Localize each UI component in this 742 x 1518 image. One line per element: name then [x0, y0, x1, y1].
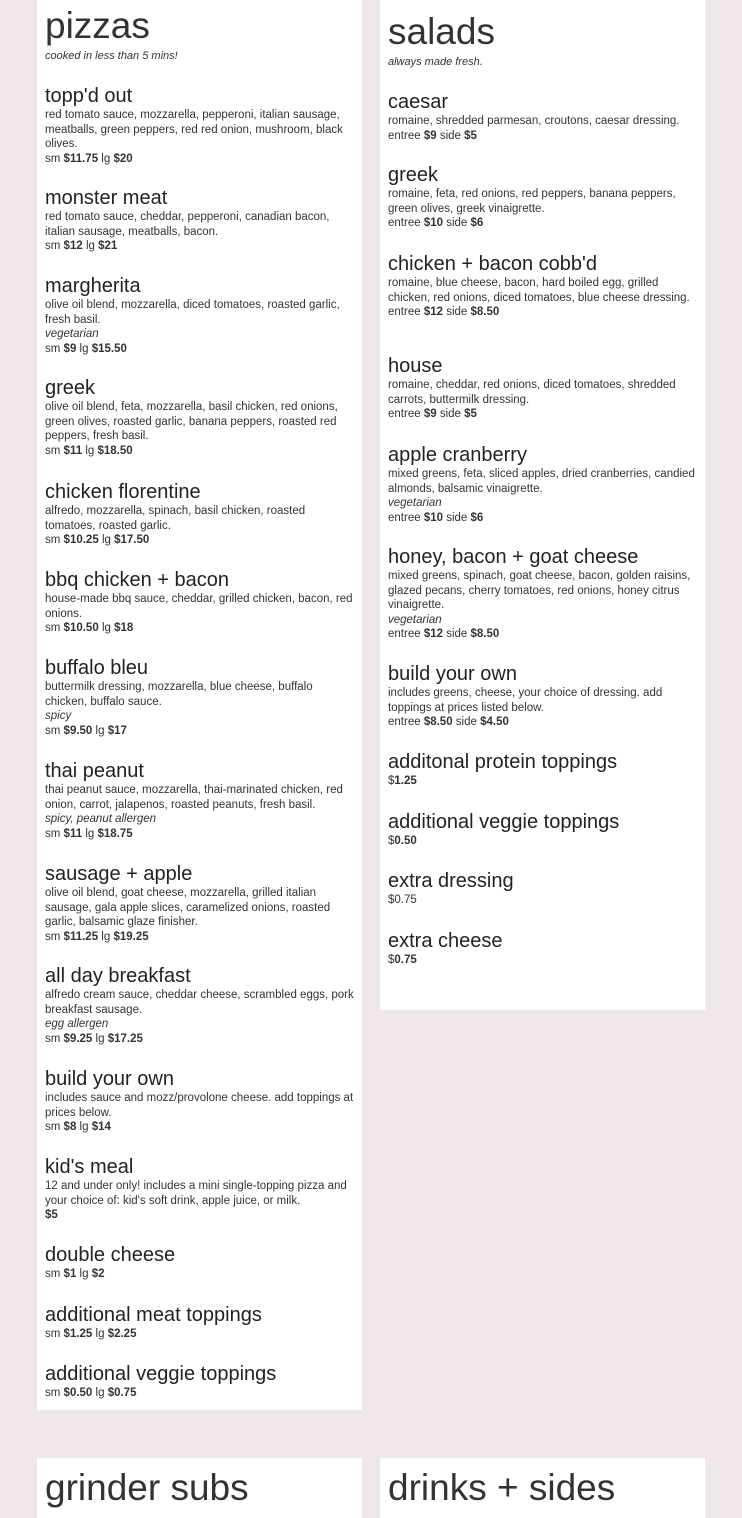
menu-item: extra dressing $0.75: [388, 869, 700, 908]
salads-title: salads: [388, 11, 495, 52]
item-price: sm $11 lg $18.50: [45, 444, 133, 457]
menu-item: chicken florentine alfredo, mozzarella, spinach, basil chicken, roasted tomatoes, roasted garlic. sm $10.25 lg $17.50: [45, 480, 357, 548]
item-price: sm $9.50 lg $17: [45, 724, 127, 737]
menu-item: all day breakfast alfredo cream sauce, cheddar cheese, scrambled eggs, pork breakfast sausage. egg allergen sm $9.25 lg $17.25: [45, 964, 357, 1046]
item-price: sm $11.25 lg $19.25: [45, 930, 149, 943]
dietary-tag: spicy, peanut allergen: [45, 813, 157, 825]
item-price: sm $10.25 lg $17.50: [45, 534, 150, 546]
pizzas-subtitle: cooked in less than 5 mins!: [45, 50, 178, 62]
menu-item: additional meat toppings sm $1.25 lg $2.25: [45, 1303, 357, 1342]
dietary-tag: egg allergen: [45, 1018, 109, 1030]
item-price: entree $8.50 side $4.50: [388, 716, 509, 728]
item-price: $0.75: [388, 894, 417, 906]
item-price: entree $10 side $6: [388, 511, 484, 524]
menu-item: additional veggie toppings $0.50: [388, 810, 700, 849]
item-price: sm $9.25 lg $17.25: [45, 1032, 143, 1045]
dietary-tag: vegetarian: [45, 328, 99, 340]
menu-item: caesar romaine, shredded parmesan, croutons, caesar dressing. entree $9 side $5: [388, 90, 700, 143]
menu-item: buffalo bleu buttermilk dressing, mozzarella, blue cheese, buffalo chicken, buffalo sauce. spicy sm $9.50 lg $17: [45, 656, 357, 738]
menu-item: monster meat red tomato sauce, cheddar, pepperoni, canadian bacon, italian sausage, meatballs, bacon. sm $12 lg $21: [45, 186, 357, 254]
pizzas-title: pizzas: [45, 5, 150, 46]
item-price: sm $11 lg $18.75: [45, 827, 133, 840]
item-price: sm $8 lg $14: [45, 1121, 111, 1133]
salads-subtitle: always made fresh.: [388, 56, 483, 68]
menu-item: additonal protein toppings $1.25: [388, 750, 700, 789]
menu-item: build your own includes greens, cheese, your choice of dressing. add toppings at prices listed below. entree $8.50 side $4.50: [388, 662, 700, 730]
item-price: sm $0.50 lg $0.75: [45, 1387, 137, 1399]
menu-item: bbq chicken + bacon house-made bbq sauce, cheddar, grilled chicken, bacon, red onions. sm $10.50 lg $18: [45, 568, 357, 636]
item-price: entree $12 side $8.50: [388, 628, 500, 640]
item-price: sm $10.50 lg $18: [45, 622, 134, 634]
menu-item: extra cheese $0.75: [388, 929, 700, 968]
item-price: $1.25: [388, 775, 417, 787]
grinder-subs-title: grinder subs: [45, 1467, 249, 1508]
menu-item: margherita olive oil blend, mozzarella, diced tomatoes, roasted garlic, fresh basil. vegetarian sm $9 lg $15.50: [45, 274, 357, 356]
menu-item: sausage + apple olive oil blend, goat cheese, mozzarella, grilled italian sausage, gala apple slices, caramelized onions, roasted garlic, balsamic glaze finisher. sm $11.25 lg $19.25: [45, 862, 357, 944]
item-price: sm $9 lg $15.50: [45, 342, 127, 355]
item-price: $0.50: [388, 835, 417, 847]
menu-item: honey, bacon + goat cheese mixed greens, spinach, goat cheese, bacon, golden raisins, glazed pecans, cherry tomatoes, red onions, honey citrus vinaigrette. vegetarian entree $12 side $8.50: [388, 545, 700, 642]
dietary-tag: vegetarian: [388, 613, 442, 626]
menu-item: thai peanut thai peanut sauce, mozzarella, thai-marinated chicken, red onion, carrot, jalapenos, roasted peanuts, fresh basil. spicy, peanut allergen sm $11 lg $18.75: [45, 759, 357, 841]
item-price: sm $1 lg $2: [45, 1268, 105, 1280]
menu-item: greek olive oil blend, feta, mozzarella, basil chicken, red onions, green olives, roasted garlic, banana peppers, roasted red peppers, fresh basil. sm $11 lg $18.50: [45, 376, 357, 458]
item-price: entree $12 side $8.50: [388, 306, 500, 318]
grinder-subs-card: [37, 1458, 362, 1518]
dietary-tag: vegetarian: [388, 497, 442, 509]
item-price: entree $9 side $5: [388, 408, 477, 420]
menu-item: greek romaine, feta, red onions, red peppers, banana peppers, green olives, greek vinaigrette. entree $10 side $6: [388, 163, 700, 231]
dietary-tag: spicy: [45, 710, 72, 722]
drinks-sides-card: [380, 1458, 705, 1518]
item-price: sm $1.25 lg $2.25: [45, 1328, 137, 1340]
menu-item: kid's meal 12 and under only! includes a mini single-topping pizza and your choice of: kid's soft drink, apple juice, or milk. $5: [45, 1155, 357, 1223]
pizzas-card: [37, 0, 362, 1410]
salads-card: [380, 0, 705, 1010]
item-price: entree $10 side $6: [388, 217, 484, 229]
item-price: sm $11.75 lg $20: [45, 152, 133, 165]
item-price: $5: [45, 1209, 58, 1221]
menu-item: additional veggie toppings sm $0.50 lg $0.75: [45, 1362, 357, 1401]
item-price: entree $9 side $5: [388, 129, 477, 142]
item-price: sm $12 lg $21: [45, 240, 118, 252]
menu-item: build your own includes sauce and mozz/provolone cheese. add toppings at prices below. sm $8 lg $14: [45, 1067, 357, 1135]
menu-item: double cheese sm $1 lg $2: [45, 1243, 357, 1282]
menu-item: topp'd out red tomato sauce, mozzarella, pepperoni, italian sausage, meatballs, green peppers, red red onion, mushroom, black olives. sm $11.75 lg $20: [45, 84, 357, 166]
menu-item: apple cranberry mixed greens, feta, sliced apples, dried cranberries, candied almonds, balsamic vinaigrette. vegetarian entree $10 side $6: [388, 443, 700, 525]
item-price: $0.75: [388, 954, 417, 966]
menu-item: chicken + bacon cobb'd romaine, blue cheese, bacon, hard boiled egg, grilled chicken, red onions, diced tomatoes, blue cheese dressing. entree $12 side $8.50: [388, 252, 700, 320]
menu-item: house romaine, cheddar, red onions, diced tomatoes, shredded carrots, buttermilk dressing. entree $9 side $5: [388, 354, 700, 422]
drinks-sides-title: drinks + sides: [388, 1467, 616, 1508]
